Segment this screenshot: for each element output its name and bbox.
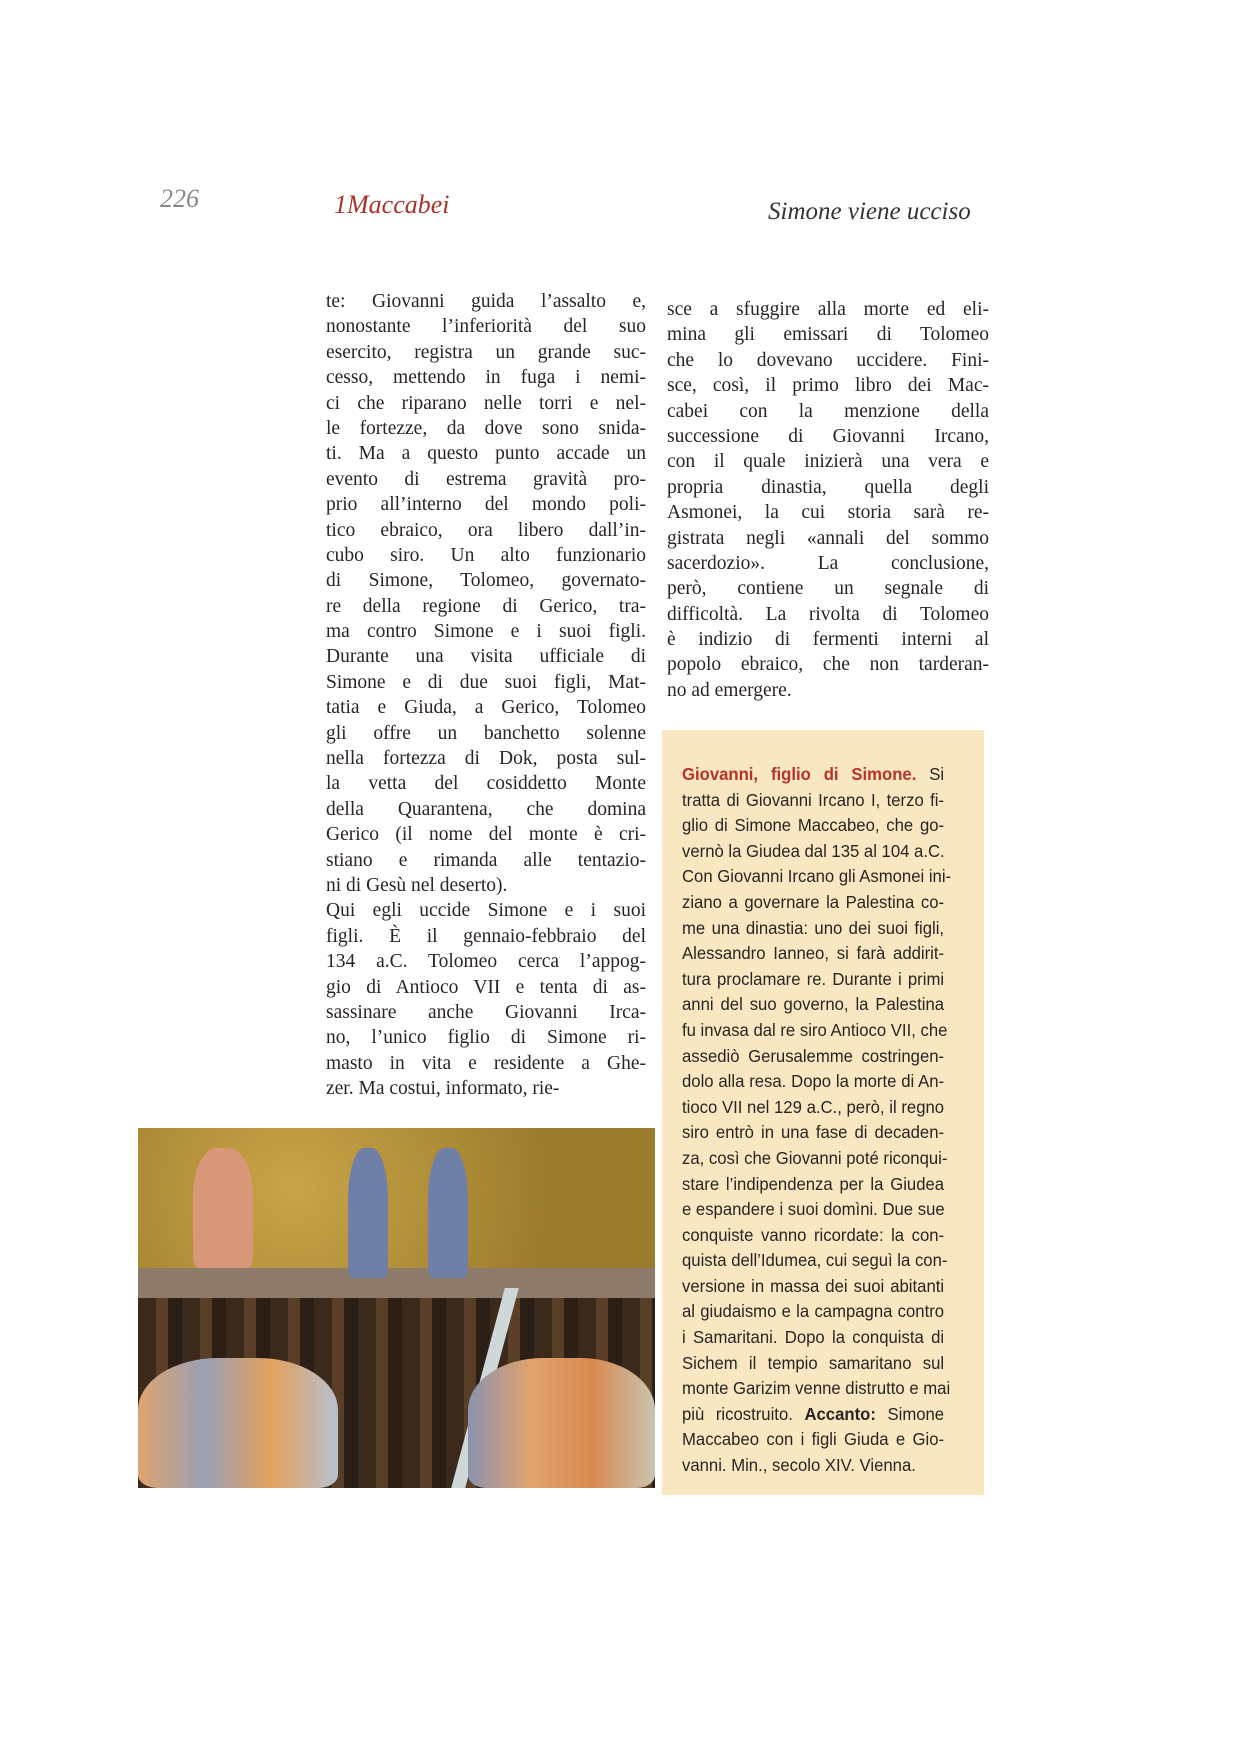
text-line: però, contiene un segnale di [667,578,989,600]
text-line: quista dell’Idumea, cui seguì la con- [682,1250,948,1271]
running-head-section: Simone viene ucciso [768,198,971,225]
text-line: gli offre un banchetto solenne [326,722,646,744]
text-line: vernò la Giudea dal 135 al 104 a.C. [682,840,945,861]
text-line: za, così che Giovanni poté riconqui- [682,1147,948,1168]
text-line: Sichem il tempio samaritano sul [682,1352,945,1373]
caption-line [682,1402,944,1428]
text-line: me una dinastia: uno dei suoi figli, [682,917,945,938]
miniature-illustration [138,1128,655,1488]
text-line: no ad emergere. [667,679,792,701]
sidebar-note-box [662,730,984,1495]
caption-text: Simone [875,1403,945,1424]
text-line: le fortezze, da dove sono snida- [326,417,646,439]
text-line: ma contro Simone e i suoi figli. [326,621,646,643]
text-line: difficoltà. La rivolta di Tolomeo [667,603,989,625]
text-line: nella fortezza di Dok, posta sul- [326,748,646,770]
text-line: i Samaritani. Dopo la conquista di [682,1327,945,1348]
text-line: stiano e rimanda alle tentazio- [326,849,646,871]
caption-line: Maccabeo con i figli Giuda e Gio- [682,1429,945,1450]
text-line: sce, così, il primo libro dei Mac- [667,375,989,397]
text-line: al giudaismo e la campagna contro [682,1301,945,1322]
sidebar-note-text [682,762,952,1479]
text-line: siro entrò in una fase di decaden- [682,1122,945,1143]
text-line: della Quarantena, che domina [326,798,646,820]
text-line: versione in massa dei suoi abitanti [682,1275,945,1296]
right-text-column [667,297,989,703]
caption-label: Accanto: [804,1403,876,1424]
text-line: sce a sfuggire alla morte ed eli- [667,299,989,320]
text-line: Alessandro Ianneo, si farà addirit- [682,943,945,964]
note-title-tail: Si [916,764,945,784]
text-line: è indizio di fermenti interni al [667,629,989,651]
text-line: cabei con la menzione della [667,400,989,422]
text-line: la vetta del cosiddetto Monte [326,773,646,795]
note-title: Giovanni, figlio di Simone. [682,764,917,784]
text-line: 134 a.C. Tolomeo cerca l’appog- [326,951,646,973]
text-line: prio all’interno del mondo poli- [326,494,646,516]
text-line: che lo dovevano uccidere. Fini- [667,349,989,371]
text-line: ti. Ma a questo punto accade un [326,443,646,465]
text-line: Gerico (il nome del monte è cri- [326,824,646,846]
text-line: sassinare anche Giovanni Irca- [326,1001,646,1023]
text-line: glio di Simone Maccabeo, che go- [682,815,945,836]
text-line: zer. Ma costui, informato, rie- [326,1078,560,1100]
text-line: re della regione di Gerico, tra- [326,595,646,617]
text-line: tico ebraico, ora libero dall’in- [326,519,646,541]
running-head-book: 1Maccabei [334,190,450,219]
text-line: sacerdozio». La conclusione, [667,552,989,574]
text-line: monte Garizim venne distrutto e mai [682,1378,951,1399]
text-line: e espandere i suoi domìni. Due sue [682,1199,945,1220]
left-text-column [326,289,646,1102]
note-title-line [682,762,944,788]
text-line: di Simone, Tolomeo, governato- [326,570,646,592]
text-line: cesso, mettendo in fuga i nemi- [326,367,646,389]
text-line: tura proclamare re. Durante i primi [682,968,945,989]
text-line: gio di Antioco VII e tenta di as- [326,976,646,998]
text-line: fu invasa dal re siro Antioco VII, che [682,1019,948,1040]
text-line: Con Giovanni Ircano gli Asmonei ini- [682,866,952,887]
page-number: 226 [160,184,199,213]
text-line: tatia e Giuda, a Gerico, Tolomeo [326,697,646,719]
text-line: nonostante l’inferiorità del suo [326,316,646,338]
text-line: mina gli emissari di Tolomeo [667,324,989,346]
text-line: no, l’unico figlio di Simone ri- [326,1027,646,1049]
text-line: figli. È il gennaio-febbraio del [326,925,646,947]
text-line: gistrata negli «annali del sommo [667,527,989,549]
text-line: assediò Gerusalemme costringen- [682,1045,945,1066]
text-line: dolo alla resa. Dopo la morte di An- [682,1071,945,1092]
text-line: ni di Gesù nel deserto). [326,874,508,896]
text-line: ziano a governare la Palestina co- [682,891,945,912]
text-line: masto in vita e residente a Ghe- [326,1052,646,1074]
text-line: propria dinastia, quella degli [667,476,989,498]
text-line: ci che riparano nelle torri e nel- [326,392,646,414]
text-line: evento di estrema gravità pro- [326,468,646,490]
text-line: Simone e di due suoi figli, Mat- [326,671,646,693]
text-line: te: Giovanni guida l’assalto e, [326,291,646,312]
text-line: stare l’indipendenza per la Giudea [682,1173,945,1194]
text-line: Asmonei, la cui storia sarà re- [667,502,989,524]
text-line: anni del suo governo, la Palestina [682,994,945,1015]
note-line: più ricostruito. [682,1403,793,1424]
text-line: tratta di Giovanni Ircano I, terzo fi- [682,789,945,810]
text-line: successione di Giovanni Ircano, [667,425,989,447]
text-line: popolo ebraico, che non tarderan- [667,654,989,676]
text-line: Qui egli uccide Simone e i suoi [326,900,646,922]
text-line: cubo siro. Un alto funzionario [326,544,646,566]
caption-line: vanni. Min., secolo XIV. Vienna. [682,1455,916,1476]
text-line: tioco VII nel 129 a.C., però, il regno [682,1096,945,1117]
text-line: conquiste vanno ricordate: la con- [682,1224,945,1245]
text-line: esercito, registra un grande suc- [326,341,646,363]
text-line: Durante una visita ufficiale di [326,646,646,668]
text-line: con il quale inizierà una vera e [667,451,989,473]
